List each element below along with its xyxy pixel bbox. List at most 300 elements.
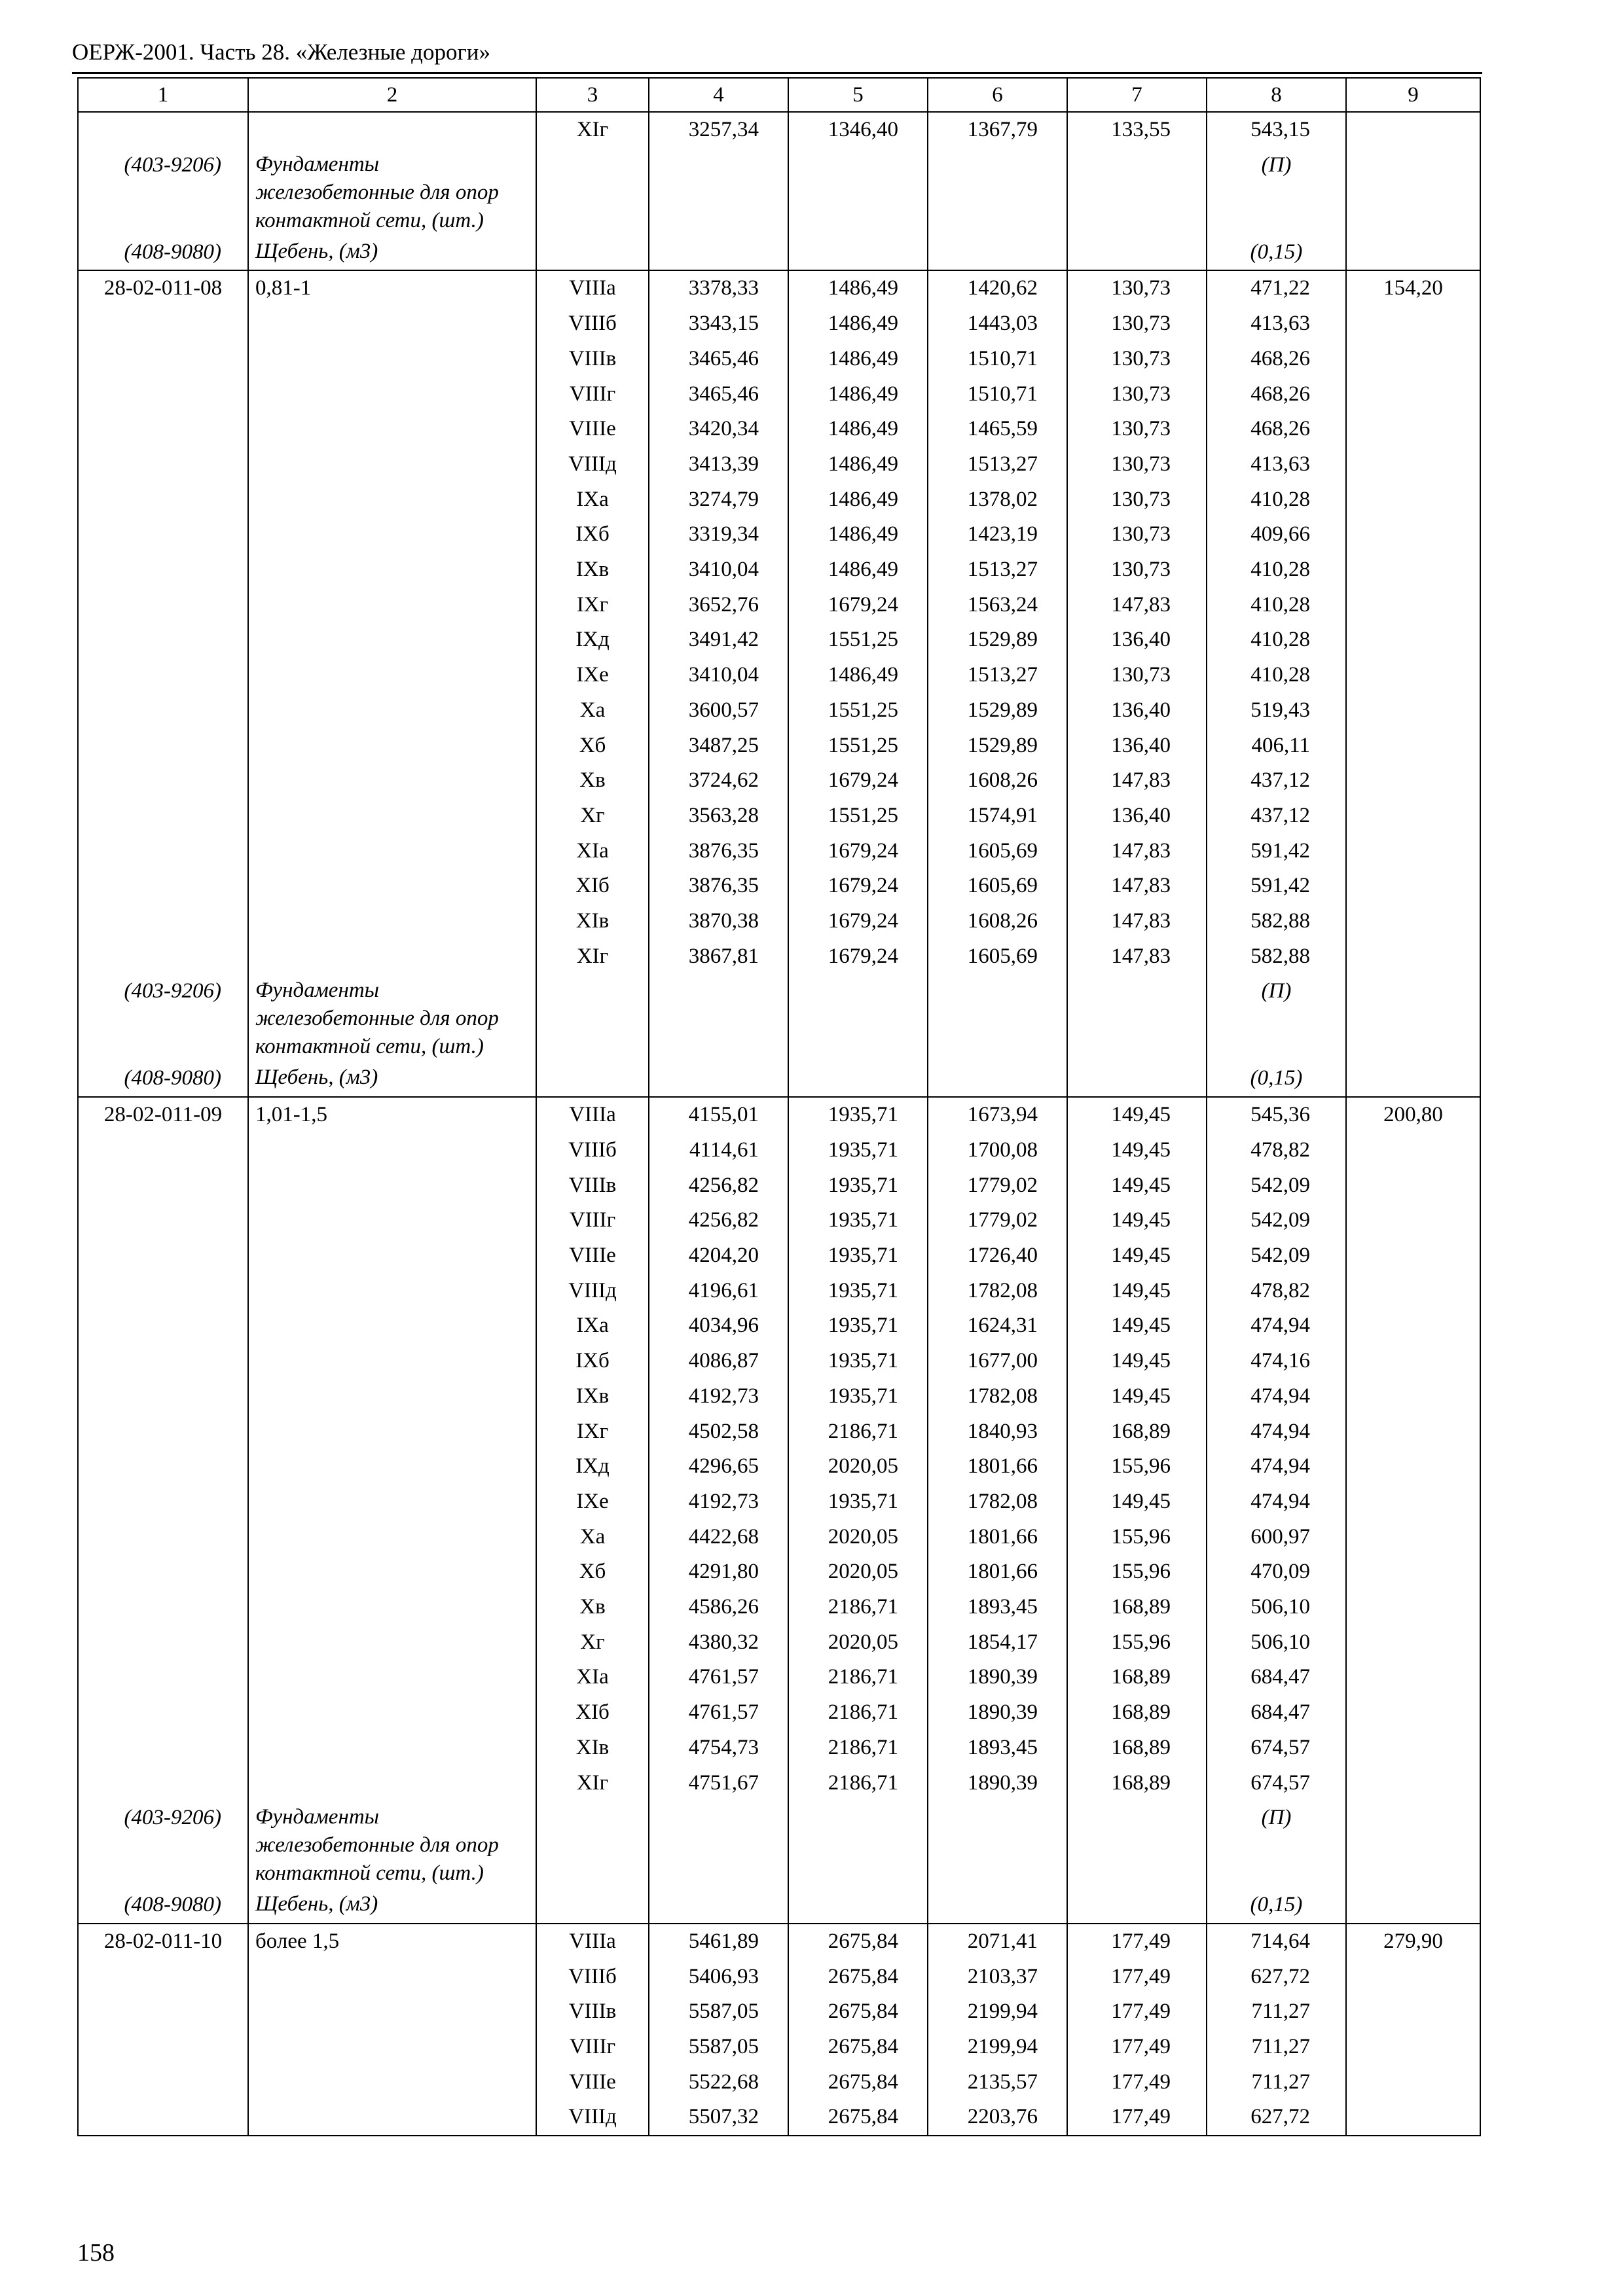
value-cell: 155,96 [1067, 1554, 1207, 1590]
value-cell: 1935,71 [788, 1308, 928, 1344]
table-row [78, 1449, 1480, 1484]
value-cell: 4196,61 [649, 1274, 788, 1309]
empty-cell [248, 306, 536, 342]
value-cell: 5587,05 [649, 1994, 788, 2030]
empty-cell [1346, 1238, 1480, 1274]
material-code: (408-9080) [78, 1888, 248, 1924]
value-cell: 1673,94 [928, 1097, 1067, 1133]
table-row [78, 552, 1480, 588]
empty-cell [1346, 1274, 1480, 1309]
value-cell: 1510,71 [928, 377, 1067, 412]
value-cell: 1935,71 [788, 1274, 928, 1309]
table-row [78, 904, 1480, 939]
empty-cell [536, 235, 649, 271]
value-cell: 2135,57 [928, 2065, 1067, 2100]
zone-cell: IXа [536, 1308, 649, 1344]
value-cell: 168,89 [1067, 1590, 1207, 1625]
empty-cell [78, 1203, 248, 1238]
table-row [78, 1590, 1480, 1625]
empty-cell [536, 1801, 649, 1888]
empty-cell [78, 1168, 248, 1204]
value-cell: 1486,49 [788, 342, 928, 377]
empty-cell [78, 412, 248, 447]
empty-cell [1067, 974, 1207, 1061]
value-cell: 1486,49 [788, 412, 928, 447]
zone-cell: Xа [536, 693, 649, 728]
empty-cell [248, 1484, 536, 1520]
empty-cell [78, 1625, 248, 1660]
empty-cell [248, 1379, 536, 1414]
value-cell: 1486,49 [788, 270, 928, 306]
column-number: 6 [928, 78, 1067, 112]
table-row [78, 1238, 1480, 1274]
value-cell: 506,10 [1207, 1625, 1346, 1660]
empty-cell [1346, 1766, 1480, 1801]
empty-cell [1346, 728, 1480, 764]
empty-cell [248, 798, 536, 834]
value-cell: 1513,27 [928, 658, 1067, 693]
value-cell: 478,82 [1207, 1274, 1346, 1309]
header-rule [72, 72, 1482, 74]
zone-cell: VIIIд [536, 1274, 649, 1309]
zone-cell: VIIIа [536, 1924, 649, 1960]
value-cell: 1679,24 [788, 869, 928, 904]
empty-cell [248, 939, 536, 975]
empty-cell [248, 1994, 536, 2030]
value-cell: 1726,40 [928, 1238, 1067, 1274]
material-row [78, 1801, 1480, 1888]
value-cell: 2186,71 [788, 1590, 928, 1625]
empty-cell [788, 148, 928, 235]
empty-cell [78, 1766, 248, 1801]
value-cell: 1779,02 [928, 1203, 1067, 1238]
value-cell: 147,83 [1067, 763, 1207, 798]
value-cell: 1801,66 [928, 1449, 1067, 1484]
table-row [78, 1414, 1480, 1450]
value-cell: 474,94 [1207, 1449, 1346, 1484]
value-cell: 3465,46 [649, 342, 788, 377]
zone-cell: IXв [536, 552, 649, 588]
empty-cell [248, 2030, 536, 2065]
value-cell: 1854,17 [928, 1625, 1067, 1660]
value-cell: 155,96 [1067, 1449, 1207, 1484]
empty-cell [78, 482, 248, 518]
empty-cell [1346, 658, 1480, 693]
empty-cell [1067, 1061, 1207, 1097]
value-cell: 4586,26 [649, 1590, 788, 1625]
empty-cell [1346, 1061, 1480, 1097]
table-row [78, 2065, 1480, 2100]
empty-cell [78, 1414, 248, 1450]
value-cell: 149,45 [1067, 1168, 1207, 1204]
zone-cell: VIIIб [536, 306, 649, 342]
value-cell: 1679,24 [788, 588, 928, 623]
value-cell: 711,27 [1207, 2065, 1346, 2100]
empty-cell [78, 1660, 248, 1695]
value-cell: 1551,25 [788, 728, 928, 764]
empty-cell [78, 1590, 248, 1625]
value-cell: 1782,08 [928, 1274, 1067, 1309]
table-row [78, 482, 1480, 518]
empty-cell [788, 974, 928, 1061]
zone-cell: IXд [536, 622, 649, 658]
empty-cell [1346, 1308, 1480, 1344]
empty-cell [78, 1960, 248, 1995]
value-cell: 591,42 [1207, 834, 1346, 869]
value-cell: 2675,84 [788, 2065, 928, 2100]
page-header-title: ОЕРЖ-2001. Часть 28. «Железные дороги» [72, 39, 491, 65]
empty-cell [248, 588, 536, 623]
material-value: (0,15) [1207, 1061, 1346, 1097]
value-cell: 4256,82 [649, 1168, 788, 1204]
value-cell: 133,55 [1067, 112, 1207, 148]
value-cell: 1893,45 [928, 1731, 1067, 1766]
empty-cell [1346, 2100, 1480, 2136]
value-cell: 4751,67 [649, 1766, 788, 1801]
value-cell: 3378,33 [649, 270, 788, 306]
value-cell: 2675,84 [788, 1924, 928, 1960]
value-cell: 1551,25 [788, 622, 928, 658]
empty-cell [1346, 148, 1480, 235]
value-cell: 2186,71 [788, 1414, 928, 1450]
zone-cell: IXа [536, 482, 649, 518]
zone-cell: Xа [536, 1520, 649, 1555]
empty-cell [1346, 588, 1480, 623]
value-cell: 1679,24 [788, 904, 928, 939]
value-cell: 711,27 [1207, 1994, 1346, 2030]
zone-cell: XIг [536, 939, 649, 975]
value-cell: 149,45 [1067, 1097, 1207, 1133]
empty-cell [649, 148, 788, 235]
zone-cell: Xв [536, 1590, 649, 1625]
value-cell: 2020,05 [788, 1625, 928, 1660]
value-cell: 149,45 [1067, 1238, 1207, 1274]
table-row [78, 517, 1480, 552]
value-cell: 3274,79 [649, 482, 788, 518]
empty-cell [78, 306, 248, 342]
empty-cell [248, 1168, 536, 1204]
empty-cell [248, 1960, 536, 1995]
empty-cell [78, 798, 248, 834]
value-cell: 149,45 [1067, 1379, 1207, 1414]
empty-cell [248, 2100, 536, 2136]
empty-cell [1346, 482, 1480, 518]
value-cell: 410,28 [1207, 622, 1346, 658]
empty-cell [536, 1061, 649, 1097]
value-cell: 1513,27 [928, 447, 1067, 482]
empty-cell [649, 1888, 788, 1924]
value-cell: 1513,27 [928, 552, 1067, 588]
value-cell: 1935,71 [788, 1484, 928, 1520]
rate-parameter [248, 112, 536, 148]
table-row [78, 377, 1480, 412]
value-cell: 3724,62 [649, 763, 788, 798]
empty-cell [1346, 517, 1480, 552]
material-row [78, 235, 1480, 271]
empty-cell [1346, 1554, 1480, 1590]
value-cell: 177,49 [1067, 1994, 1207, 2030]
value-cell: 4380,32 [649, 1625, 788, 1660]
value-cell: 5522,68 [649, 2065, 788, 2100]
column-number: 2 [248, 78, 536, 112]
value-cell: 1935,71 [788, 1168, 928, 1204]
zone-cell: XIа [536, 834, 649, 869]
table-row [78, 412, 1480, 447]
empty-cell [248, 1590, 536, 1625]
value-cell: 177,49 [1067, 1924, 1207, 1960]
empty-cell [248, 904, 536, 939]
value-cell: 1893,45 [928, 1590, 1067, 1625]
empty-cell [78, 1731, 248, 1766]
value-cell: 136,40 [1067, 728, 1207, 764]
empty-cell [1346, 1960, 1480, 1995]
material-row [78, 974, 1480, 1061]
value-cell: 410,28 [1207, 658, 1346, 693]
value-cell: 2675,84 [788, 1960, 928, 1995]
value-cell: 3563,28 [649, 798, 788, 834]
empty-cell [1346, 2030, 1480, 2065]
empty-cell [1067, 235, 1207, 271]
value-cell: 130,73 [1067, 482, 1207, 518]
value-cell: 1935,71 [788, 1344, 928, 1379]
empty-cell [536, 974, 649, 1061]
empty-cell [248, 1520, 536, 1555]
value-cell: 410,28 [1207, 552, 1346, 588]
value-cell: 545,36 [1207, 1097, 1346, 1133]
value-cell: 684,47 [1207, 1695, 1346, 1731]
rates-table-body [78, 78, 1480, 2136]
value-cell: 1801,66 [928, 1520, 1067, 1555]
value-cell: 1801,66 [928, 1554, 1067, 1590]
table-row [78, 1660, 1480, 1695]
value-cell: 1378,02 [928, 482, 1067, 518]
empty-cell [248, 1414, 536, 1450]
zone-cell: VIIIв [536, 342, 649, 377]
zone-cell: VIIIг [536, 377, 649, 412]
empty-cell [248, 1766, 536, 1801]
value-cell: 542,09 [1207, 1168, 1346, 1204]
empty-cell [1067, 1888, 1207, 1924]
empty-cell [248, 552, 536, 588]
material-name: Щебень, (м3) [248, 1888, 536, 1924]
empty-cell [78, 517, 248, 552]
empty-cell [78, 658, 248, 693]
value-cell: 168,89 [1067, 1414, 1207, 1450]
table-row [78, 763, 1480, 798]
empty-cell [78, 1379, 248, 1414]
empty-cell [248, 342, 536, 377]
value-cell: 1529,89 [928, 622, 1067, 658]
material-row [78, 148, 1480, 235]
empty-cell [78, 377, 248, 412]
value-cell: 409,66 [1207, 517, 1346, 552]
empty-cell [649, 235, 788, 271]
table-row [78, 1960, 1480, 1995]
value-cell: 4256,82 [649, 1203, 788, 1238]
page-number: 158 [77, 2239, 115, 2267]
value-cell: 1779,02 [928, 1168, 1067, 1204]
empty-cell [78, 693, 248, 728]
value-cell: 1782,08 [928, 1379, 1067, 1414]
empty-cell [248, 693, 536, 728]
table-row [78, 1097, 1480, 1133]
material-value: (0,15) [1207, 235, 1346, 271]
value-cell: 478,82 [1207, 1133, 1346, 1168]
empty-cell [78, 1695, 248, 1731]
table-row [78, 693, 1480, 728]
empty-cell [928, 235, 1067, 271]
value-cell: 5406,93 [649, 1960, 788, 1995]
value-cell: 4155,01 [649, 1097, 788, 1133]
value-cell: 3491,42 [649, 622, 788, 658]
empty-cell [928, 974, 1067, 1061]
value-cell: 2020,05 [788, 1520, 928, 1555]
empty-cell [248, 1449, 536, 1484]
value-cell: 1605,69 [928, 869, 1067, 904]
value-cell: 3876,35 [649, 834, 788, 869]
zone-cell: IXе [536, 1484, 649, 1520]
empty-cell [928, 1888, 1067, 1924]
value-cell: 2199,94 [928, 2030, 1067, 2065]
material-name: Щебень, (м3) [248, 1061, 536, 1097]
material-row [78, 1888, 1480, 1924]
value-cell: 1890,39 [928, 1695, 1067, 1731]
empty-cell [1346, 1449, 1480, 1484]
empty-cell [78, 1133, 248, 1168]
table-row [78, 1731, 1480, 1766]
empty-cell [78, 552, 248, 588]
value-cell: 3410,04 [649, 552, 788, 588]
column9-value [1346, 112, 1480, 148]
material-name: Щебень, (м3) [248, 235, 536, 271]
empty-cell [78, 2100, 248, 2136]
zone-cell: XIв [536, 1731, 649, 1766]
zone-cell: IXе [536, 658, 649, 693]
value-cell: 1840,93 [928, 1414, 1067, 1450]
column-number-row [78, 78, 1480, 112]
value-cell: 1605,69 [928, 939, 1067, 975]
empty-cell [649, 1061, 788, 1097]
zone-cell: IXд [536, 1449, 649, 1484]
zone-cell: VIIIе [536, 2065, 649, 2100]
value-cell: 413,63 [1207, 447, 1346, 482]
empty-cell [1346, 1484, 1480, 1520]
value-cell: 474,94 [1207, 1484, 1346, 1520]
value-cell: 130,73 [1067, 342, 1207, 377]
empty-cell [248, 1308, 536, 1344]
empty-cell [78, 588, 248, 623]
value-cell: 1486,49 [788, 552, 928, 588]
value-cell: 5507,32 [649, 2100, 788, 2136]
value-cell: 2186,71 [788, 1766, 928, 1801]
zone-cell: VIIIд [536, 447, 649, 482]
rate-parameter: 1,01-1,5 [248, 1097, 536, 1133]
empty-cell [78, 1554, 248, 1590]
table-row [78, 939, 1480, 975]
empty-cell [78, 1238, 248, 1274]
empty-cell [78, 1449, 248, 1484]
empty-cell [1346, 1590, 1480, 1625]
value-cell: 3413,39 [649, 447, 788, 482]
table-row [78, 2030, 1480, 2065]
column-number: 4 [649, 78, 788, 112]
value-cell: 3870,38 [649, 904, 788, 939]
table-row [78, 1766, 1480, 1801]
table-row [78, 1308, 1480, 1344]
value-cell: 3343,15 [649, 306, 788, 342]
empty-cell [78, 763, 248, 798]
empty-cell [78, 1484, 248, 1520]
value-cell: 130,73 [1067, 270, 1207, 306]
column9-value: 279,90 [1346, 1924, 1480, 1960]
table-row [78, 1168, 1480, 1204]
value-cell: 1605,69 [928, 834, 1067, 869]
value-cell: 155,96 [1067, 1520, 1207, 1555]
empty-cell [248, 834, 536, 869]
empty-cell [788, 1801, 928, 1888]
table-row [78, 1203, 1480, 1238]
material-value: (П) [1207, 1801, 1346, 1888]
value-cell: 4296,65 [649, 1449, 788, 1484]
empty-cell [248, 1203, 536, 1238]
value-cell: 1346,40 [788, 112, 928, 148]
zone-cell: Xв [536, 763, 649, 798]
value-cell: 4761,57 [649, 1660, 788, 1695]
value-cell: 2675,84 [788, 2030, 928, 2065]
value-cell: 1935,71 [788, 1203, 928, 1238]
zone-cell: VIIIе [536, 1238, 649, 1274]
column9-value: 154,20 [1346, 270, 1480, 306]
value-cell: 2071,41 [928, 1924, 1067, 1960]
rates-table [77, 77, 1481, 2136]
value-cell: 4192,73 [649, 1484, 788, 1520]
rate-code: 28-02-011-09 [78, 1097, 248, 1133]
value-cell: 177,49 [1067, 2100, 1207, 2136]
empty-cell [248, 1625, 536, 1660]
zone-cell: Xг [536, 1625, 649, 1660]
empty-cell [649, 1801, 788, 1888]
value-cell: 1574,91 [928, 798, 1067, 834]
empty-cell [248, 517, 536, 552]
value-cell: 1890,39 [928, 1766, 1067, 1801]
value-cell: 470,09 [1207, 1554, 1346, 1590]
zone-cell: XIб [536, 1695, 649, 1731]
value-cell: 4114,61 [649, 1133, 788, 1168]
value-cell: 1486,49 [788, 658, 928, 693]
zone-cell: VIIIе [536, 412, 649, 447]
empty-cell [78, 728, 248, 764]
value-cell: 1608,26 [928, 904, 1067, 939]
value-cell: 2199,94 [928, 1994, 1067, 2030]
zone-cell: VIIIа [536, 1097, 649, 1133]
value-cell: 3867,81 [649, 939, 788, 975]
value-cell: 474,94 [1207, 1308, 1346, 1344]
value-cell: 147,83 [1067, 904, 1207, 939]
value-cell: 674,57 [1207, 1731, 1346, 1766]
empty-cell [78, 869, 248, 904]
value-cell: 2675,84 [788, 1994, 928, 2030]
table-row [78, 1379, 1480, 1414]
empty-cell [1346, 798, 1480, 834]
value-cell: 168,89 [1067, 1660, 1207, 1695]
empty-cell [1346, 763, 1480, 798]
table-row [78, 1924, 1480, 1960]
value-cell: 3487,25 [649, 728, 788, 764]
value-cell: 4754,73 [649, 1731, 788, 1766]
value-cell: 4761,57 [649, 1695, 788, 1731]
zone-cell: XIа [536, 1660, 649, 1695]
empty-cell [1346, 342, 1480, 377]
